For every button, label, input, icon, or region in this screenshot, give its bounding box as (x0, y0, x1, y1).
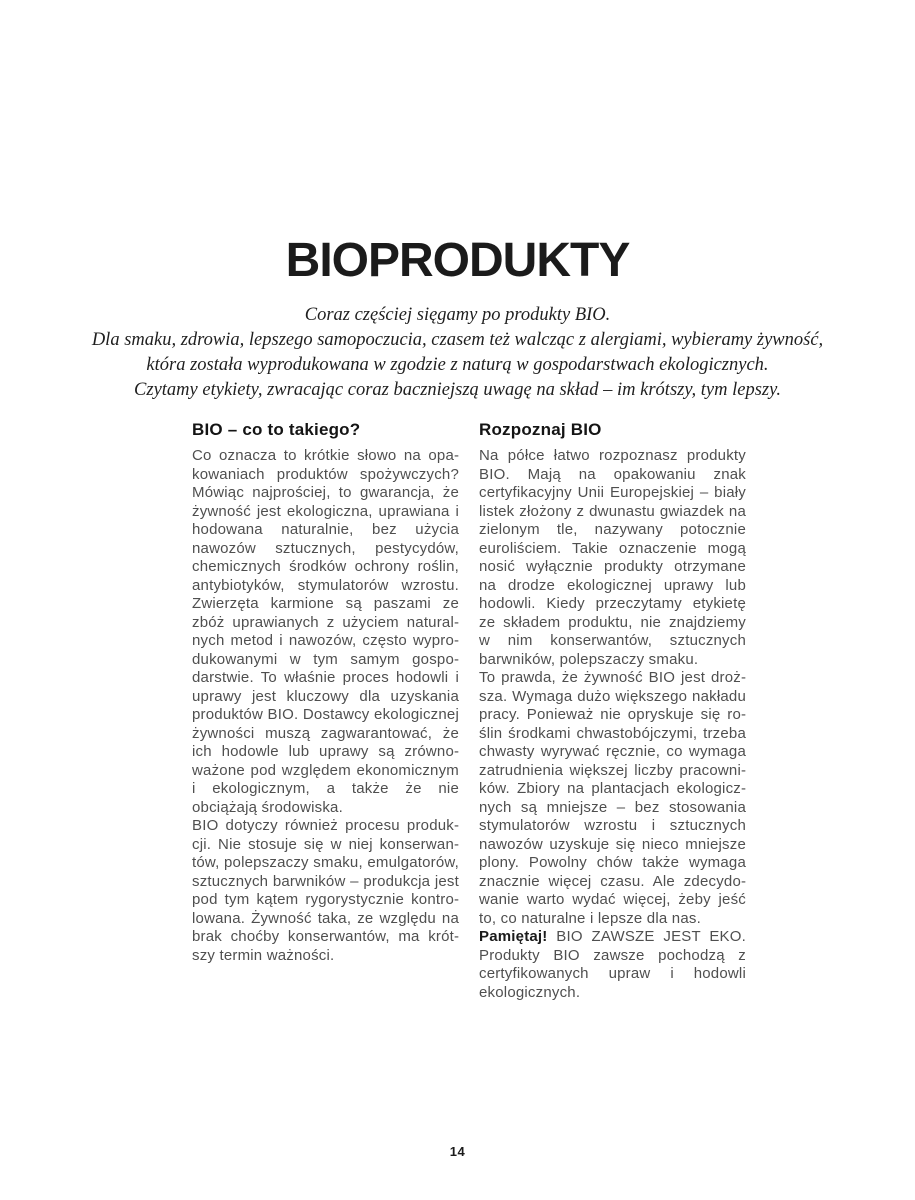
page-title: BIOPRODUKTY (285, 234, 630, 287)
paragraph: BIO dotyczy również procesu produkcji. Nie stosuje się w niej konserwantów, polepszaczy smaku, emulgatorów, sztucznych barwników – produkcja jest pod tym kątem rygorystycznie kontrolowana. Żywność taka, ze względu na brak choćby konserwantów, ma krótszy termin ważności. (192, 817, 459, 964)
article-columns (192, 420, 746, 1002)
intro-line: Czytamy etykiety, zwracając coraz baczniejszą uwagę na skład – im krótszy, tym lepszy. (134, 380, 781, 400)
page-number: 14 (449, 1144, 466, 1159)
paragraph: To prawda, że żywność BIO jest droższa. Wymaga dużo większego nakładu pracy. Ponieważ nie opryskuje się roślin środkami chwastobójczymi, trzeba chwasty wyrywać ręcznie, co wymaga zatrudnienia większej liczby pracowników. Zbiory na plantacjach ekologicznych są mniejsze – bez stosowania stymulatorów wzrostu i sztucznych nawozów uzyskuje się nieco mniejsze plony. Powolny chów także wymaga znacznie więcej czasu. Ale zdecydowanie warto wydać więcej, żeby jeść to, co naturalne i lepsze dla nas. (479, 669, 746, 927)
column-left (192, 420, 459, 1002)
paragraph: Na półce łatwo rozpoznasz produkty BIO. Mają na opakowaniu znak certyfikacyjny Unii Europejskiej – biały listek złożony z dwunastu gwiazdek na zielonym tle, nazywany potocznie euroliściem. Takie oznaczenie mogą nosić wyłącznie produkty otrzymane na drodze ekologicznej uprawy lub hodowli. Kiedy przeczytamy etykietę ze składem produktu, nie znajdziemy w nim konserwantów, sztucznych barwników, polepszaczy smaku. (479, 447, 746, 668)
intro-line: która została wyprodukowana w zgodzie z naturą w gospodarstwach ekologicznych. (146, 355, 769, 375)
intro-line: Coraz częściej sięgamy po produkty BIO. (304, 305, 611, 325)
paragraph-text: BIO ZAWSZE JEST EKO. Produkty BIO zawsze pochodzą z certyfikowanych upraw i hodowli ekologicznych. (479, 928, 746, 1001)
paragraph-remember (479, 928, 746, 1002)
section-heading-recognize-bio: Rozpoznaj BIO (479, 420, 602, 439)
section-heading-what-is-bio: BIO – co to takiego? (192, 420, 361, 439)
intro-line: Dla smaku, zdrowia, lepszego samopoczucia, czasem też walcząc z alergiami, wybieramy żywność, (91, 330, 824, 350)
column-right (479, 420, 746, 1002)
intro-block (40, 303, 875, 403)
paragraph-lead: Pamiętaj! (479, 928, 548, 945)
paragraph: Co oznacza to krótkie słowo na opakowaniach produktów spożywczych? Mówiąc najprościej, to gwarancja, że żywność jest ekologiczna, uprawiana i hodowana naturalnie, bez użycia nawozów sztucznych, pestycydów, chemicznych środków ochrony roślin, antybiotyków, stymulatorów wzrostu. Zwierzęta karmione są paszami ze zbóż uprawianych z użyciem naturalnych metod i nawozów, często wyprodukowanymi w tym samym gospodarstwie. To właśnie proces hodowli i uprawy jest kluczowy dla uzyskania produktów BIO. Dostawcy ekologicznej żywności muszą zagwarantować, że ich hodowle lub uprawy są zrównoważone pod względem ekonomicznym i ekologicznym, a także że nie obciążają środowiska. (192, 447, 459, 816)
